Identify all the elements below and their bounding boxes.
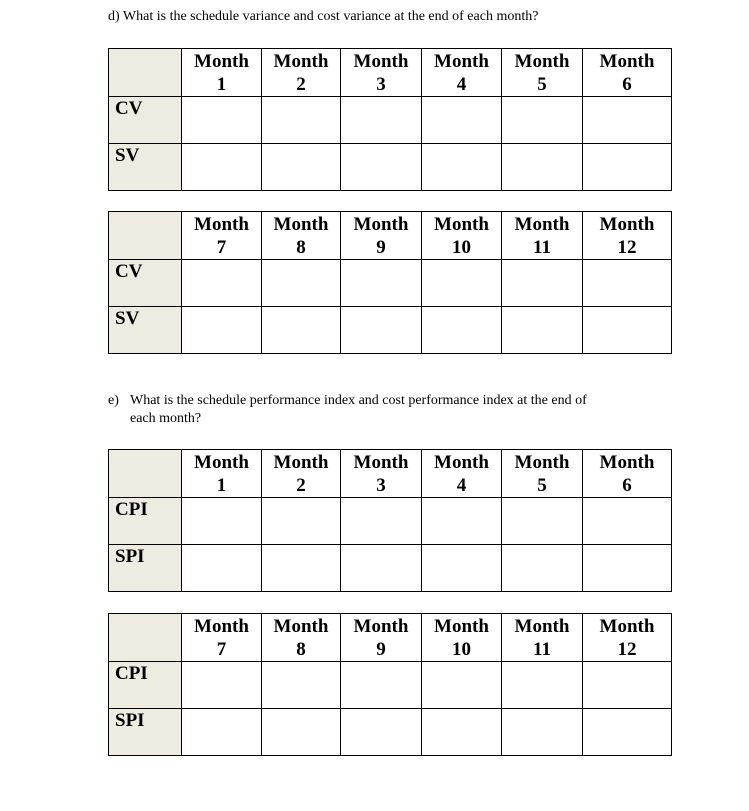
answer-cell[interactable]: [182, 260, 262, 307]
month-number: 11: [533, 639, 551, 660]
corner-cell: [109, 212, 182, 260]
answer-cell[interactable]: [341, 97, 422, 144]
answer-cell[interactable]: [422, 97, 502, 144]
month-header: [422, 614, 502, 662]
month-word: Month: [353, 452, 409, 473]
month-word: Month: [599, 214, 655, 235]
month-header: [583, 614, 672, 662]
answer-cell[interactable]: [341, 662, 422, 709]
row-label: SPI: [109, 545, 182, 592]
answer-cell[interactable]: [422, 307, 502, 354]
header-row: [109, 49, 672, 97]
question-e-line1: What is the schedule performance index and cost performance index at the end of: [130, 393, 587, 408]
month-header: [502, 49, 583, 97]
answer-cell[interactable]: [502, 662, 583, 709]
answer-cell[interactable]: [341, 260, 422, 307]
answer-cell[interactable]: [262, 545, 341, 592]
month-number: 12: [617, 237, 637, 258]
month-header: [583, 212, 672, 260]
row-label: SV: [109, 144, 182, 191]
answer-cell[interactable]: [583, 709, 672, 756]
answer-cell[interactable]: [182, 144, 262, 191]
month-number: 7: [216, 639, 227, 660]
answer-cell[interactable]: [182, 307, 262, 354]
month-word: Month: [434, 51, 489, 72]
table-row: [109, 260, 672, 307]
month-number: 1: [216, 74, 227, 95]
month-number: 3: [376, 475, 386, 496]
month-word: Month: [194, 616, 249, 637]
month-header: [502, 450, 583, 498]
table-row: [109, 545, 672, 592]
month-word: Month: [434, 452, 489, 473]
month-word: Month: [514, 51, 570, 72]
answer-cell[interactable]: [583, 307, 672, 354]
month-header: [583, 49, 672, 97]
table-row: [109, 498, 672, 545]
month-header: [422, 450, 502, 498]
month-number: 5: [537, 74, 547, 95]
cv-sv-table-months-7-12: [108, 211, 672, 354]
month-number: 7: [216, 237, 227, 258]
corner-cell: [109, 450, 182, 498]
month-word: Month: [434, 214, 489, 235]
month-header: [182, 614, 262, 662]
month-header: [502, 212, 583, 260]
month-number: 8: [296, 639, 306, 660]
question-e-label: e): [108, 393, 119, 408]
answer-cell[interactable]: [583, 97, 672, 144]
answer-cell[interactable]: [422, 709, 502, 756]
answer-cell[interactable]: [422, 260, 502, 307]
answer-cell[interactable]: [502, 709, 583, 756]
answer-cell[interactable]: [262, 307, 341, 354]
month-header: [262, 614, 341, 662]
answer-cell[interactable]: [422, 144, 502, 191]
month-word: Month: [599, 616, 655, 637]
month-header: [262, 450, 341, 498]
month-word: Month: [434, 616, 489, 637]
answer-cell[interactable]: [341, 545, 422, 592]
answer-cell[interactable]: [182, 545, 262, 592]
row-label: CPI: [109, 662, 182, 709]
month-header: [341, 212, 422, 260]
month-number: 6: [622, 74, 632, 95]
answer-cell[interactable]: [583, 498, 672, 545]
table-row: [109, 662, 672, 709]
month-word: Month: [194, 51, 249, 72]
month-word: Month: [514, 214, 570, 235]
month-number: 8: [296, 237, 306, 258]
answer-cell[interactable]: [341, 709, 422, 756]
month-number: 3: [376, 74, 386, 95]
month-header: [341, 49, 422, 97]
answer-cell[interactable]: [502, 97, 583, 144]
row-label: SV: [109, 307, 182, 354]
month-word: Month: [353, 214, 409, 235]
month-number: 9: [376, 639, 386, 660]
answer-cell[interactable]: [502, 144, 583, 191]
month-word: Month: [599, 51, 655, 72]
month-header: [341, 614, 422, 662]
month-word: Month: [273, 452, 329, 473]
cv-sv-table-months-1-6: [108, 48, 672, 191]
cpi-spi-table-months-7-12: [108, 613, 672, 756]
header-row: [109, 450, 672, 498]
corner-cell: [109, 614, 182, 662]
row-label: CV: [109, 260, 182, 307]
month-header: [502, 614, 583, 662]
table-row: [109, 97, 672, 144]
month-word: Month: [599, 452, 655, 473]
month-word: Month: [273, 214, 329, 235]
header-row: [109, 212, 672, 260]
answer-cell[interactable]: [422, 498, 502, 545]
month-word: Month: [273, 51, 329, 72]
answer-cell[interactable]: [182, 498, 262, 545]
answer-cell[interactable]: [182, 709, 262, 756]
month-number: 11: [533, 237, 551, 258]
answer-cell[interactable]: [262, 144, 341, 191]
header-row: [109, 614, 672, 662]
row-label: CPI: [109, 498, 182, 545]
answer-cell[interactable]: [422, 662, 502, 709]
month-word: Month: [273, 616, 329, 637]
month-header: [182, 450, 262, 498]
row-label: SPI: [109, 709, 182, 756]
month-header: [422, 49, 502, 97]
month-number: 12: [617, 639, 637, 660]
month-number: 1: [216, 475, 227, 496]
cpi-spi-table-months-1-6: [108, 449, 672, 592]
answer-cell[interactable]: [341, 498, 422, 545]
table-row: [109, 307, 672, 354]
answer-cell[interactable]: [422, 545, 502, 592]
month-number: 6: [622, 475, 632, 496]
corner-cell: [109, 49, 182, 97]
answer-cell[interactable]: [182, 662, 262, 709]
answer-cell[interactable]: [182, 97, 262, 144]
table-row: [109, 144, 672, 191]
month-number: 10: [452, 237, 471, 258]
month-word: Month: [194, 452, 249, 473]
answer-cell[interactable]: [502, 260, 583, 307]
answer-cell[interactable]: [502, 307, 583, 354]
answer-cell[interactable]: [262, 260, 341, 307]
month-header: [262, 49, 341, 97]
month-header: [341, 450, 422, 498]
month-word: Month: [194, 214, 249, 235]
question-e-line2: each month?: [130, 411, 202, 426]
question-e: [108, 392, 668, 428]
month-header: [182, 212, 262, 260]
answer-cell[interactable]: [341, 307, 422, 354]
answer-cell[interactable]: [262, 97, 341, 144]
month-number: 2: [296, 475, 306, 496]
month-number: 10: [452, 639, 471, 660]
month-header: [182, 49, 262, 97]
month-number: 4: [456, 74, 467, 95]
question-d: d) What is the schedule variance and cost variance at the end of each month?: [108, 9, 539, 24]
answer-cell[interactable]: [583, 144, 672, 191]
answer-cell[interactable]: [502, 498, 583, 545]
month-word: Month: [514, 616, 570, 637]
answer-cell[interactable]: [583, 545, 672, 592]
answer-cell[interactable]: [583, 260, 672, 307]
month-word: Month: [353, 616, 409, 637]
answer-cell[interactable]: [583, 662, 672, 709]
row-label: CV: [109, 97, 182, 144]
month-number: 9: [376, 237, 386, 258]
month-number: 5: [537, 475, 547, 496]
month-header: [422, 212, 502, 260]
table-row: [109, 709, 672, 756]
month-number: 4: [456, 475, 467, 496]
answer-cell[interactable]: [341, 144, 422, 191]
month-word: Month: [353, 51, 409, 72]
month-header: [583, 450, 672, 498]
month-word: Month: [514, 452, 570, 473]
month-number: 2: [296, 74, 306, 95]
answer-cell[interactable]: [502, 545, 583, 592]
month-header: [262, 212, 341, 260]
answer-cell[interactable]: [262, 498, 341, 545]
answer-cell[interactable]: [262, 662, 341, 709]
answer-cell[interactable]: [262, 709, 341, 756]
